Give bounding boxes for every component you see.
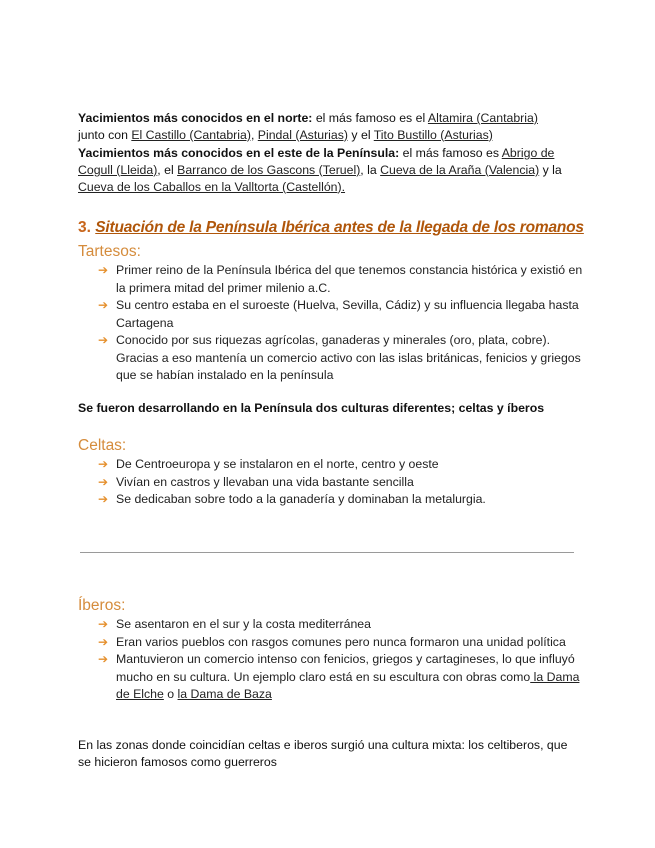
iberos-heading: Íberos: xyxy=(78,597,126,614)
arrow-right-icon: ➔ xyxy=(98,263,109,277)
two-cultures-statement: Se fueron desarrollando en la Península dos culturas diferentes; celtas y íberos xyxy=(78,401,545,415)
arrow-right-icon: ➔ xyxy=(98,298,109,312)
text-run: o xyxy=(163,687,178,701)
arrow-right-icon: ➔ xyxy=(98,652,109,666)
link-pindal[interactable]: Pindal (Asturias) xyxy=(257,127,348,142)
arrow-right-icon: ➔ xyxy=(98,333,109,347)
list-item-text: Se asentaron en el sur y la costa mediterránea xyxy=(116,617,371,631)
list-item xyxy=(98,491,588,509)
north-sites-label: Yacimientos más conocidos en el norte: xyxy=(78,111,313,125)
text-run: y el xyxy=(348,127,374,142)
list-item-text: Conocido por sus riquezas agrícolas, ganaderas y minerales (oro, plata, cobre). Gracias a eso mantenía un comercio activo con las islas británicas, fenicios y griegos que se habían instalado en la península xyxy=(116,333,581,382)
celtas-list xyxy=(98,456,588,509)
arrow-right-icon: ➔ xyxy=(98,492,109,506)
link-cueva-arana[interactable]: Cueva de la Araña (Valencia) xyxy=(380,162,540,177)
east-sites-paragraph xyxy=(78,145,583,195)
text-run: , el xyxy=(157,162,178,177)
list-item-text: Vivían en castros y llevaban una vida bastante sencilla xyxy=(116,474,414,489)
list-item-text: Eran varios pueblos con rasgos comunes pero nunca formaron una unidad política xyxy=(116,634,566,649)
text-run: el más famoso es xyxy=(399,146,502,160)
list-item xyxy=(98,332,588,385)
list-item xyxy=(98,456,588,474)
text-run: , la xyxy=(360,162,381,177)
list-item xyxy=(98,634,588,652)
list-item xyxy=(98,262,588,297)
text-run: junto con xyxy=(78,127,132,142)
section-title-text: Situación de la Península Ibérica antes de la llegada de los romanos xyxy=(95,219,584,236)
north-sites-paragraph xyxy=(78,110,583,144)
section-number: 3. xyxy=(78,219,91,236)
horizontal-divider xyxy=(80,552,574,553)
arrow-right-icon: ➔ xyxy=(98,474,109,489)
tartesos-heading: Tartesos: xyxy=(78,243,141,260)
link-barranco-gascons[interactable]: Barranco de los Gascons (Teruel) xyxy=(177,162,361,177)
celtiberos-paragraph: En las zonas donde coincidían celtas e iberos surgió una cultura mixta: los celtiberos, que se hicieron famosos como guerreros xyxy=(78,738,568,769)
link-tito-bustillo[interactable]: Tito Bustillo (Asturias) xyxy=(373,127,493,142)
tartesos-list xyxy=(98,262,588,385)
list-item-text: Su centro estaba en el suroeste (Huelva, Sevilla, Cádiz) y su influencia llegaba hasta Cartagena xyxy=(116,298,579,330)
link-altamira[interactable]: Altamira (Cantabria) xyxy=(427,111,538,125)
list-item-text: Mantuvieron un comercio intenso con fenicios, griegos y cartagineses, lo que influyó mucho en su cultura. Un ejemplo claro está en su escultura con obras como xyxy=(116,652,575,684)
list-item xyxy=(98,651,588,704)
list-item xyxy=(98,616,588,634)
link-cueva-caballos[interactable]: Cueva de los Caballos en la Valltorta (Castellón). xyxy=(78,179,346,194)
text-run: y la xyxy=(539,162,562,177)
link-el-castillo[interactable]: El Castillo (Cantabria) xyxy=(131,127,251,142)
arrow-right-icon: ➔ xyxy=(98,617,109,631)
link-dama-baza[interactable]: la Dama de Baza xyxy=(177,687,272,701)
text-run: , xyxy=(250,127,258,142)
celtas-heading: Celtas: xyxy=(78,437,127,454)
text-run: el más famoso es el xyxy=(312,111,428,125)
list-item-text: De Centroeuropa y se instalaron en el norte, centro y oeste xyxy=(116,457,439,471)
link-abrigo-cogull[interactable]: Abrigo de Cogull (Lleida) xyxy=(78,146,555,177)
iberos-list xyxy=(98,616,588,704)
list-item xyxy=(98,474,588,492)
list-item xyxy=(98,297,588,332)
east-sites-label: Yacimientos más conocidos en el este de la Península: xyxy=(78,146,400,160)
list-item-text: Se dedicaban sobre todo a la ganadería y dominaban la metalurgia. xyxy=(116,492,486,506)
list-item-text: Primer reino de la Península Ibérica del que tenemos constancia histórica y existió en la primera mitad del primer milenio a.C. xyxy=(116,263,583,295)
link-dama-elche[interactable]: la Dama de Elche xyxy=(116,669,580,701)
arrow-right-icon: ➔ xyxy=(98,634,109,649)
arrow-right-icon: ➔ xyxy=(98,457,109,471)
section-3-title xyxy=(78,217,584,239)
